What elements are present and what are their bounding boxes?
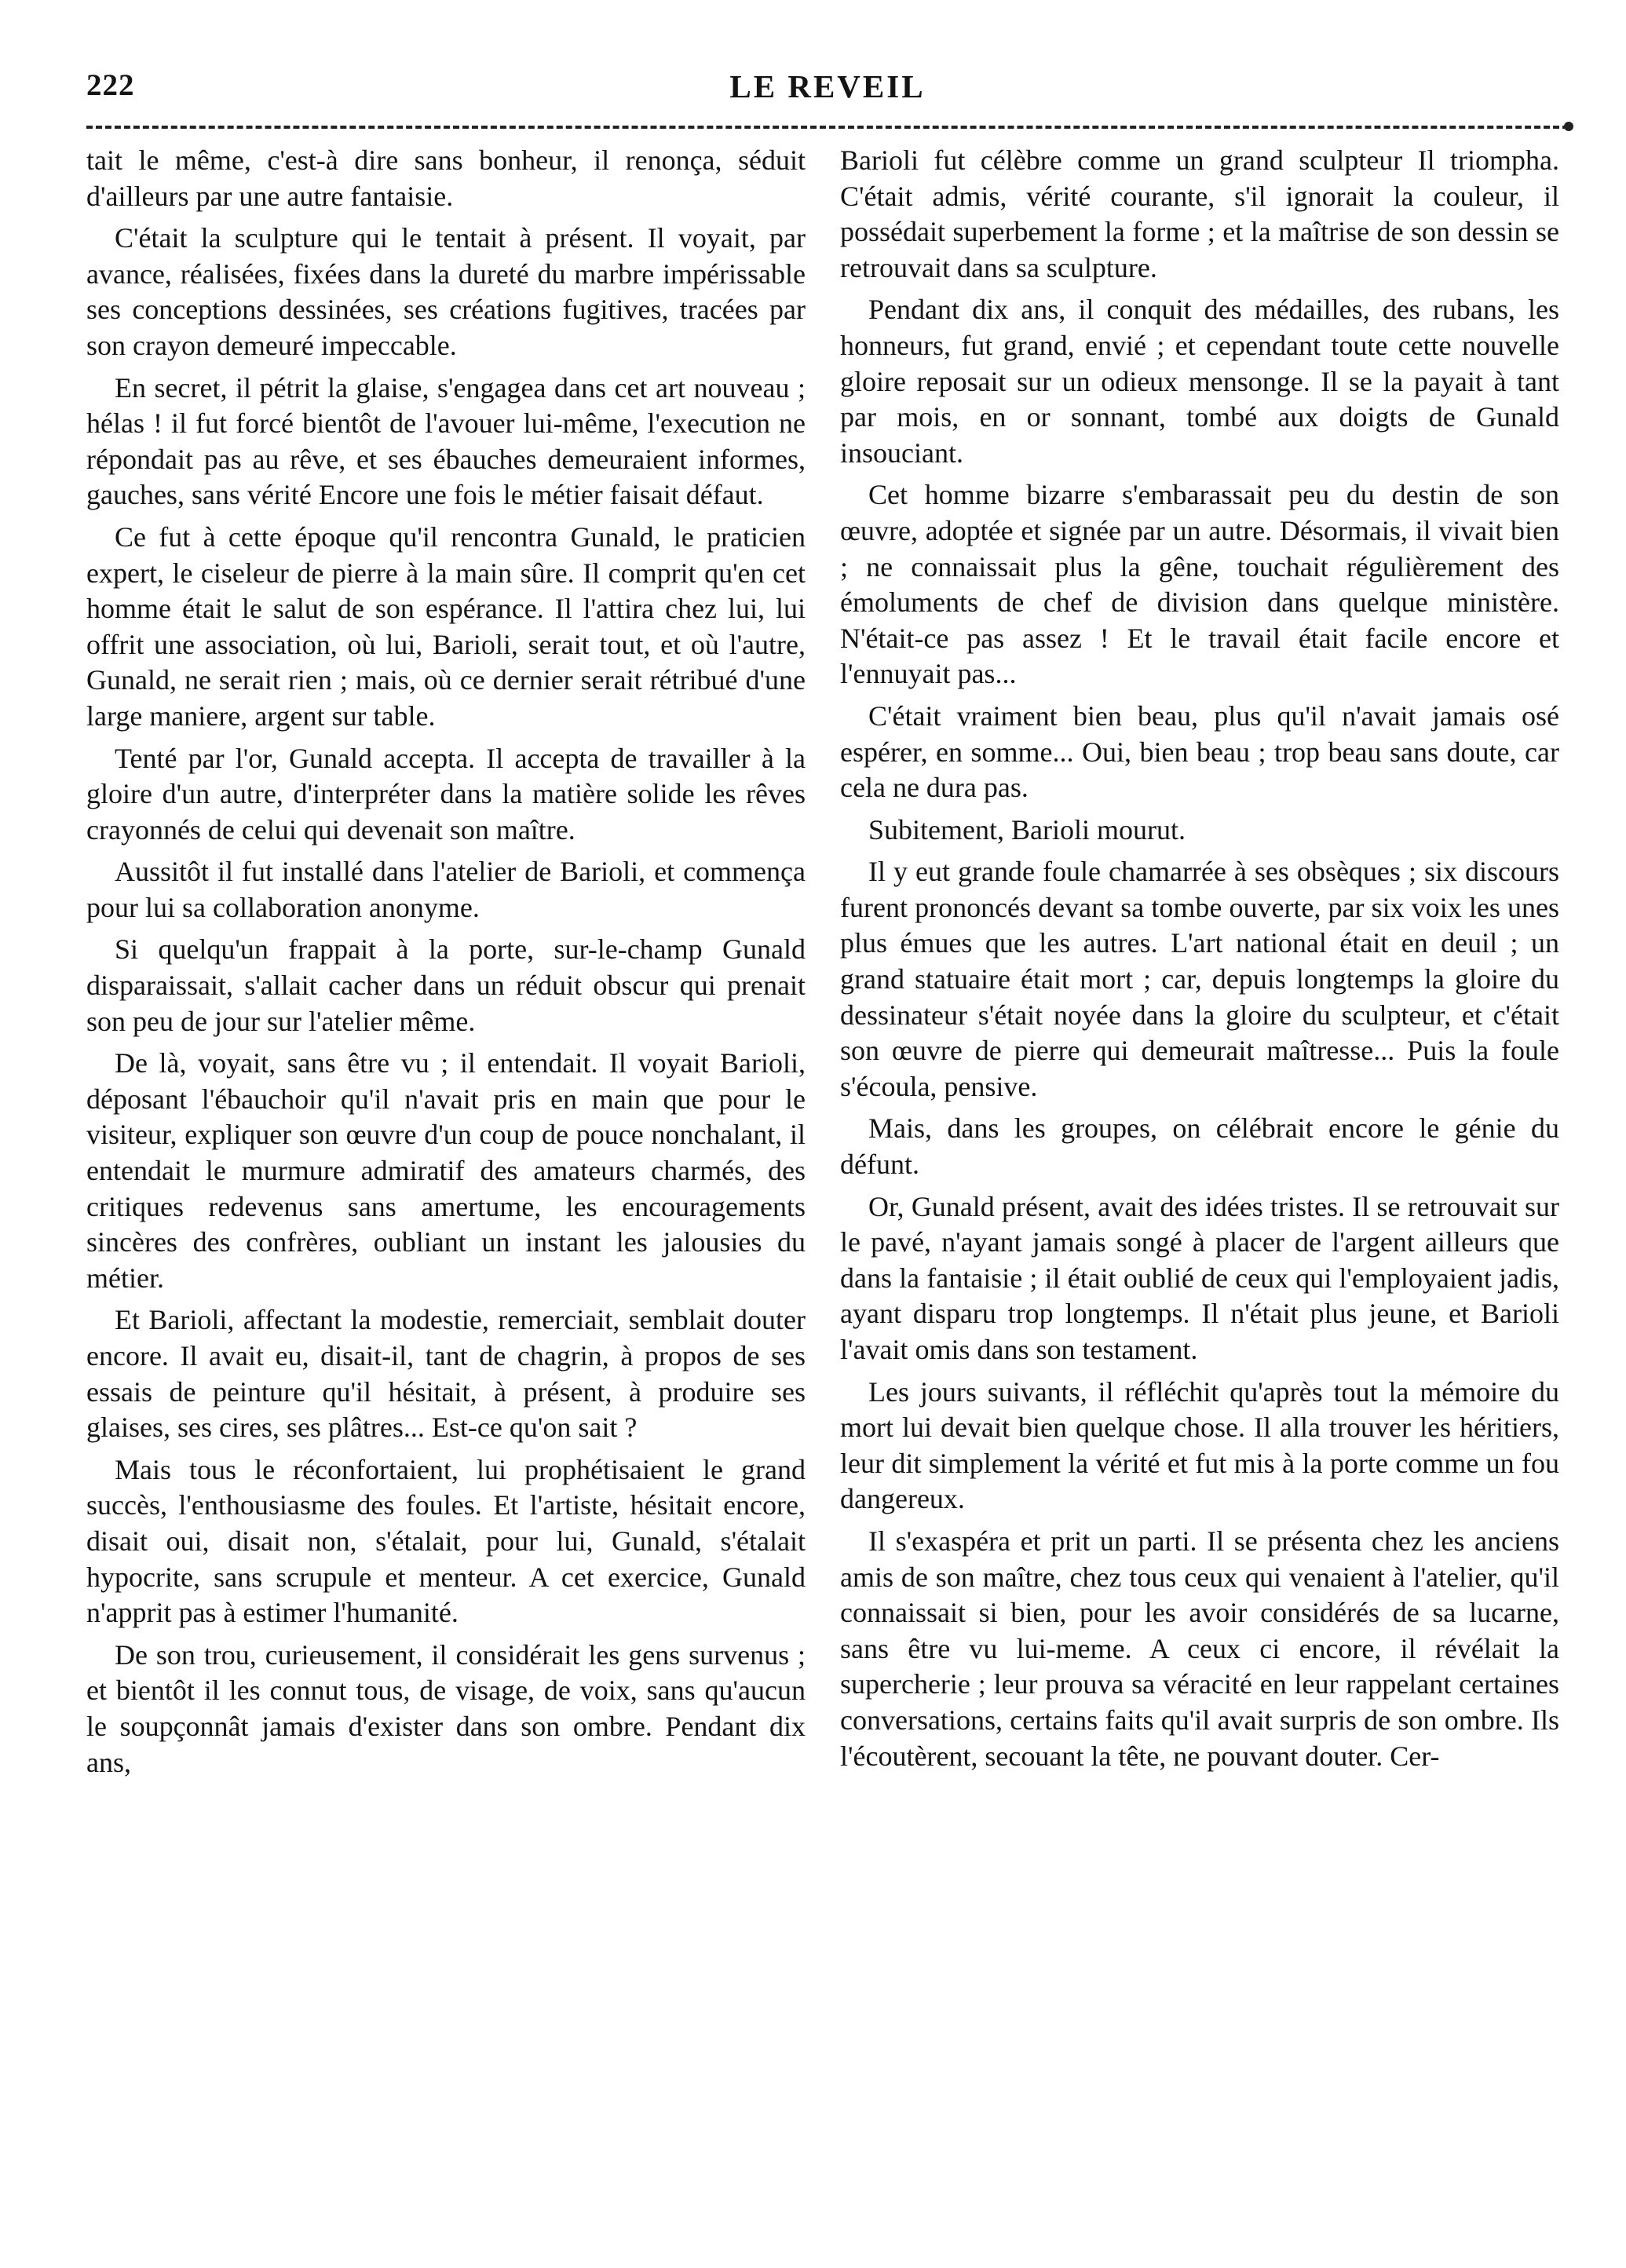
right-column (840, 143, 1559, 1780)
paragraph: Cet homme bizarre s'embarassait peu du destin de son œuvre, adoptée et signée par un autre. Désormais, il vivait bien ; ne connaissait plus la gêne, touchait régulièrement des émoluments de chef de division dans quelque ministère. N'était-ce pas assez ! Et le travail était facile encore et l'ennuyait pas... (840, 479, 1559, 690)
paragraph: Et Barioli, affectant la modestie, remerciait, semblait douter encore. Il avait eu, disait-il, tant de chagrin, à propos de ses essais de peinture qu'il hésitait, à présent, à produire ses glaises, ses cires, ses plâtres... Est-ce qu'on sait ? (86, 1304, 806, 1444)
paragraph: Il s'exaspéra et prit un parti. Il se présenta chez les anciens amis de son maître, chez tous ceux qui venaient à l'atelier, qu'il connaissait si bien, pour les avoir considérés de sa lucarne, sans être vu lui-meme. A ceux ci encore, il révélait la supercherie ; leur prouva sa véracité en leur rappelant certaines conversations, certains faits qu'il avait surpris de son ombre. Ils l'écoutèrent, secouant la tête, ne pouvant douter. Cer- (840, 1525, 1559, 1772)
paragraph: Pendant dix ans, il conquit des médailles, des rubans, les honneurs, fut grand, envié ; et cependant toute cette nouvelle gloire reposait sur un odieux mensonge. Il se la payait à tant par mois, en or sonnant, tombé aux doigts de Gunald insouciant. (840, 294, 1559, 469)
paragraph: tait le même, c'est-à dire sans bonheur, il renonça, séduit d'ailleurs par une autre fantaisie. (86, 144, 806, 212)
page-header (86, 68, 1569, 111)
paragraph: Subitement, Barioli mourut. (868, 813, 1186, 845)
paragraph: Ce fut à cette époque qu'il rencontra Gunald, le praticien expert, le ciseleur de pierre à la main sûre. Il comprit qu'en cet homme était le salut de son espérance. Il l'attira chez lui, lui offrit une association, où lui, Barioli, serait tout, et où l'autre, Gunald, ne serait rien ; mais, où ce dernier serait rétribué d'une large maniere, argent sur table. (86, 520, 806, 732)
paragraph: Tenté par l'or, Gunald accepta. Il accepta de travailler à la gloire d'un autre, d'interpréter dans la matière solide les rêves crayonnés de celui qui devenait son maître. (86, 742, 806, 845)
paragraph: Or, Gunald présent, avait des idées tristes. Il se retrouvait sur le pavé, n'ayant jamais songé à placer de l'argent ailleurs que dans la fantaisie ; il était oublié de ceux qui l'employaient jadis, ayant disparu trop longtemps. Il n'était plus jeune, et Barioli l'avait omis dans son testament. (840, 1190, 1559, 1365)
paragraph: C'était vraiment bien beau, plus qu'il n'avait jamais osé espérer, en somme... Oui, bien beau ; trop beau sans doute, car cela ne dura pas. (840, 699, 1559, 804)
paragraph: En secret, il pétrit la glaise, s'engagea dans cet art nouveau ; hélas ! il fut forcé bientôt de l'avouer lui-même, l'execution ne répondait pas au rêve, et ses ébauches demeuraient informes, gauches, sans vérité Encore une fois le métier faisait défaut. (86, 371, 806, 511)
paragraph: Les jours suivants, il réfléchit qu'après tout la mémoire du mort lui devait bien quelque chose. Il alla trouver les héritiers, leur dit simplement la vérité et fut mis à la porte comme un fou dangereux. (840, 1375, 1559, 1515)
paragraph: Il y eut grande foule chamarrée à ses obsèques ; six discours furent prononcés devant sa tombe ouverte, par six voix les unes plus émues que les autres. L'art national était en deuil ; un grand statuaire était mort ; car, depuis longtemps la gloire du dessinateur s'était noyée dans la gloire du sculpteur, et c'était son œuvre de pierre qui demeurait maîtresse... Puis la foule s'écoula, pensive. (840, 856, 1559, 1102)
header-rule (86, 126, 1569, 129)
left-column (86, 143, 806, 1787)
paragraph: Aussitôt il fut installé dans l'atelier de Barioli, et commença pour lui sa collaboration anonyme. (86, 856, 806, 923)
paragraph: De son trou, curieusement, il considérait les gens survenus ; et bientôt il les connut tous, de visage, de voix, sans qu'aucun le soupçonnât jamais d'exister dans son ombre. Pendant dix ans, (86, 1638, 806, 1778)
running-title: LE REVEIL (729, 68, 926, 104)
paragraph: De là, voyait, sans être vu ; il entendait. Il voyait Barioli, déposant l'ébauchoir qu'il n'avait pris en main que pour le visiteur, expliquer son œuvre d'un coup de pouce nonchalant, il entendait le murmure admiratif des amateurs charmés, des critiques redevenus sans amertume, les encouragements sincères des confrères, oubliant un instant les jalousies du métier. (86, 1047, 806, 1294)
paragraph: Mais tous le réconfortaient, lui prophétisaient le grand succès, l'enthousiasme des foules. Et l'artiste, hésitait encore, disait oui, disait non, s'étalait, pour lui, Gunald, s'étalait hypocrite, sans scrupule et menteur. A cet exercice, Gunald n'apprit pas à estimer l'humanité. (86, 1453, 806, 1629)
paragraph: Barioli fut célèbre comme un grand sculpteur Il triompha. C'était admis, vérité courante, s'il ignorait la couleur, il possédait superbement la forme ; et la maîtrise de son dessin se retrouvait dans sa sculpture. (840, 144, 1559, 283)
paragraph: Mais, dans les groupes, on célébrait encore le génie du défunt. (840, 1112, 1559, 1181)
header-rule-end-dot (1564, 122, 1573, 131)
paragraph: Si quelqu'un frappait à la porte, sur-le-champ Gunald disparaissait, s'allait cacher dans un réduit obscur qui prenait son peu de jour sur l'atelier même. (86, 933, 806, 1037)
paragraph: C'était la sculpture qui le tentait à présent. Il voyait, par avance, réalisées, fixées dans la dureté du marbre impérissable ses conceptions dessinées, ses créations fugitives, tracées par son crayon demeuré impeccable. (86, 222, 806, 361)
page-number: 222 (86, 68, 135, 102)
